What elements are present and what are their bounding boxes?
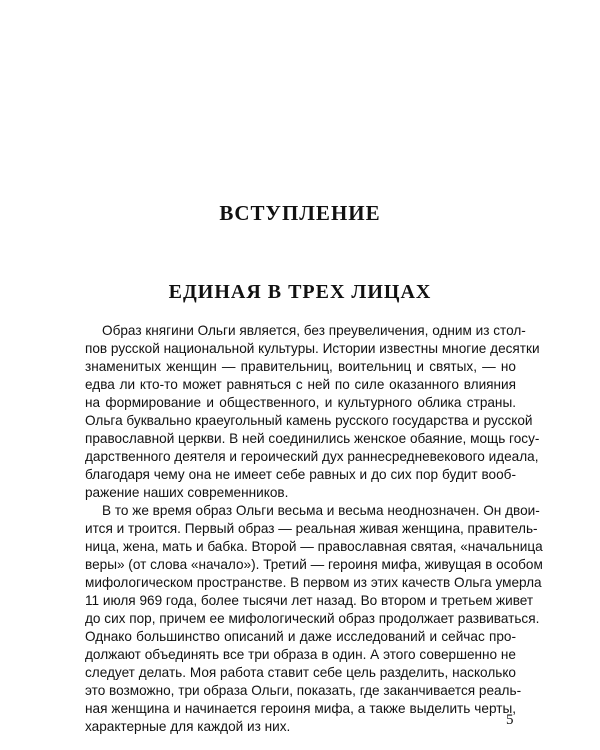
text-line: Ольга буквально краеугольный камень русского государства и русской bbox=[85, 413, 533, 428]
body-text bbox=[85, 322, 543, 736]
text-line: благодаря чему она не имеет себе равных и до сих пор будит вооб- bbox=[85, 467, 516, 482]
text-line: должают объединять все три образа в один. А этого совершенно не bbox=[85, 647, 516, 662]
page-number: 5 bbox=[506, 712, 514, 728]
text-line: ница, жена, мать и бабка. Второй — православная святая, «начальница bbox=[85, 539, 543, 554]
text-line: веры» (от слова «начало»). Третий — героиня мифа, живущая в особом bbox=[85, 557, 543, 572]
text-line: Образ княгини Ольги является, без преувеличения, одним из стол- bbox=[102, 323, 526, 338]
section-title: ЕДИНАЯ В ТРЕХ ЛИЦАХ bbox=[168, 281, 432, 303]
text-line: ная женщина и начинается героиня мифа, а также выделить черты, bbox=[85, 701, 516, 716]
text-line: дарственного деятеля и героический дух раннесредневекового идеала, bbox=[85, 449, 539, 464]
text-line: В то же время образ Ольги весьма и весьма неоднозначен. Он двои- bbox=[102, 503, 540, 518]
text-line: до сих пор, причем ее мифологический образ продолжает развиваться. bbox=[85, 611, 540, 626]
paragraph-1 bbox=[85, 322, 540, 502]
text-line: 11 июля 969 года, более тысячи лет назад. Во втором и третьем живет bbox=[85, 593, 534, 608]
text-line: следует делать. Моя работа ставит себе цель разделить, насколько bbox=[85, 665, 516, 680]
text-line: это возможно, три образа Ольги, показать, где заканчивается реаль- bbox=[85, 683, 522, 698]
text-line: характерные для каждой из них. bbox=[85, 719, 291, 734]
text-line: едва ли кто-то может равняться с ней по силе оказанного влияния bbox=[85, 377, 516, 392]
text-line: Однако большинство описаний и даже исследований и сейчас про- bbox=[85, 629, 516, 644]
chapter-title: ВСТУПЛЕНИЕ bbox=[219, 201, 381, 225]
text-line: ится и троится. Первый образ — реальная живая женщина, правитель- bbox=[85, 521, 538, 536]
text-line: на формирование и общественного, и культурного облика страны. bbox=[85, 395, 516, 410]
text-line: знаменитых женщин — правительниц, воительниц и святых, — но bbox=[85, 359, 516, 374]
text-line: ражение наших современников. bbox=[85, 485, 289, 500]
paragraph-2 bbox=[85, 502, 543, 736]
text-line: пов русской национальной культуры. Истории известны многие десятки bbox=[85, 341, 540, 356]
text-line: православной церкви. В ней соединились женское обаяние, мощь госу- bbox=[85, 431, 540, 446]
text-line: мифологическом пространстве. В первом из этих качеств Ольга умерла bbox=[85, 575, 542, 590]
